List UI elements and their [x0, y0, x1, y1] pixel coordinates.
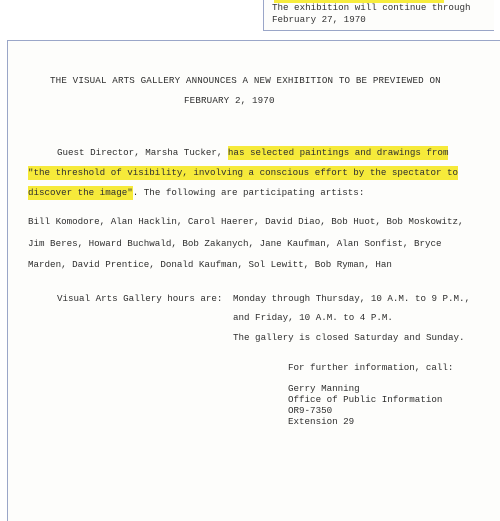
intro-line-2: [28, 167, 458, 179]
hours-label: Visual Arts Gallery hours are:: [57, 293, 223, 304]
hours-line-3: The gallery is closed Saturday and Sunday.: [233, 332, 465, 343]
intro-line-2-highlight: "the threshold of visibility, involving a conscious effort by the spectator to: [28, 167, 459, 178]
announcement-heading-line-1: THE VISUAL ARTS GALLERY ANNOUNCES A NEW EXHIBITION TO BE PREVIEWED ON: [50, 75, 441, 86]
hours-line-2: and Friday, 10 A.M. to 4 P.M.: [233, 312, 393, 323]
contact-extension: Extension 29: [288, 416, 355, 427]
contact-name: Gerry Manning: [288, 383, 360, 394]
intro-line-1: [57, 147, 448, 159]
artists-line-2: Jim Beres, Howard Buchwald, Bob Zakanych, Jane Kaufman, Alan Sonfist, Bryce: [28, 238, 442, 249]
intro-line-1-highlight: has selected paintings and drawings from: [227, 147, 449, 158]
hours-line-1: Monday through Thursday, 10 A.M. to 9 P.M.,: [233, 293, 471, 304]
artists-line-3: Marden, David Prentice, Donald Kaufman, Sol Lewitt, Bob Ryman, Han: [28, 259, 392, 270]
artists-line-1: Bill Komodore, Alan Hacklin, Carol Haerer, David Diao, Bob Huot, Bob Moskowitz,: [28, 216, 464, 227]
announcement-heading-line-2: FEBRUARY 2, 1970: [184, 95, 275, 106]
contact-intro: For further information, call:: [288, 362, 454, 373]
top-note-line-1: The exhibition will continue through: [272, 2, 471, 13]
intro-line-3-text: . The following are participating artists:: [132, 187, 365, 198]
top-note-line-2: February 27, 1970: [272, 14, 366, 25]
contact-office: Office of Public Information: [288, 394, 443, 405]
contact-phone: OR9-7350: [288, 405, 333, 416]
intro-line-3-highlight: discover the image": [28, 187, 133, 198]
intro-line-3: [28, 187, 364, 199]
main-sheet: [7, 40, 500, 521]
intro-line-1-text: Guest Director, Marsha Tucker,: [57, 147, 228, 158]
